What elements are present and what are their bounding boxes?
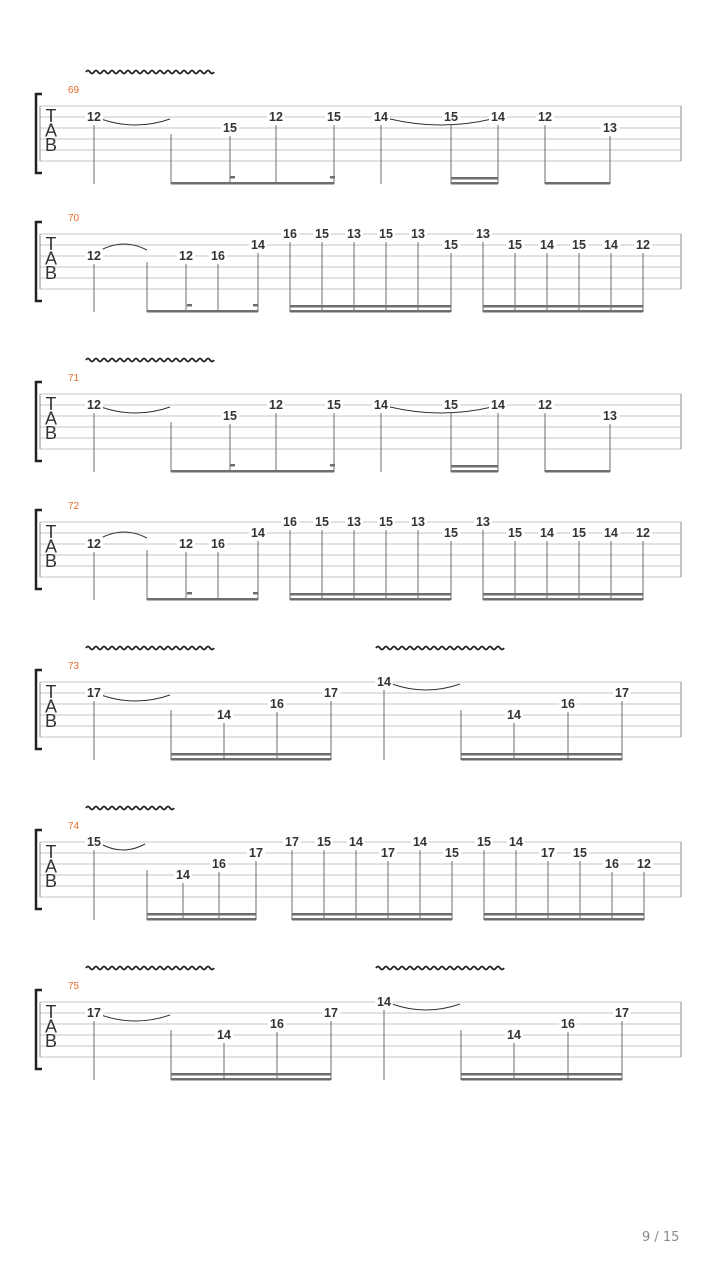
tab-system xyxy=(36,501,681,601)
beam-stub xyxy=(330,176,335,179)
measure-number: 75 xyxy=(68,981,80,992)
tab-system xyxy=(36,807,681,921)
measure-number: 71 xyxy=(68,373,80,384)
vibrato-mark xyxy=(376,967,504,970)
fret-number: 12 xyxy=(269,398,283,412)
fret-number: 12 xyxy=(637,857,651,871)
fret-number: 17 xyxy=(381,846,395,860)
fret-number: 15 xyxy=(445,846,459,860)
fret-number: 17 xyxy=(541,846,555,860)
fret-number: 16 xyxy=(283,227,297,241)
beam xyxy=(171,753,331,756)
fret-number: 14 xyxy=(217,708,231,722)
fret-number: 14 xyxy=(377,675,391,689)
fret-number: 14 xyxy=(217,1028,231,1042)
fret-number: 14 xyxy=(491,110,505,124)
beam xyxy=(171,1078,331,1081)
fret-number: 14 xyxy=(251,526,265,540)
fret-number: 14 xyxy=(377,995,391,1009)
beam xyxy=(171,758,331,761)
beam xyxy=(451,470,498,473)
tab-clef-letter: T xyxy=(45,234,57,254)
measure-number: 74 xyxy=(68,821,80,832)
beam-stub xyxy=(253,592,258,595)
tab-clef-letter: T xyxy=(45,106,57,126)
fret-number: 15 xyxy=(444,238,458,252)
fret-number: 14 xyxy=(176,868,190,882)
fret-number: 13 xyxy=(476,515,490,529)
fret-number: 15 xyxy=(223,409,237,423)
fret-number: 13 xyxy=(603,409,617,423)
beam xyxy=(290,598,451,601)
beam xyxy=(147,918,256,921)
tab-clef-letter: A xyxy=(44,536,58,557)
tab-system xyxy=(36,71,681,185)
fret-number: 15 xyxy=(315,515,329,529)
fret-number: 14 xyxy=(374,110,388,124)
fret-number: 14 xyxy=(507,708,521,722)
fret-number: 12 xyxy=(269,110,283,124)
beam xyxy=(484,918,644,921)
tab-clef-letter: A xyxy=(44,856,58,877)
fret-number: 17 xyxy=(615,686,629,700)
vibrato-mark xyxy=(86,359,214,362)
fret-number: 15 xyxy=(572,238,586,252)
tie-arc xyxy=(392,1004,460,1010)
beam-stub xyxy=(187,592,192,595)
tie-arc xyxy=(392,684,460,690)
fret-number: 14 xyxy=(509,835,523,849)
fret-number: 17 xyxy=(324,686,338,700)
fret-number: 17 xyxy=(324,1006,338,1020)
fret-number: 16 xyxy=(561,1017,575,1031)
vibrato-mark xyxy=(86,807,174,810)
vibrato-mark xyxy=(86,967,214,970)
tab-clef-letter: B xyxy=(44,551,58,571)
fret-number: 16 xyxy=(211,249,225,263)
tab-clef-letter: B xyxy=(44,1031,58,1051)
beam xyxy=(461,753,622,756)
measure-number: 72 xyxy=(68,501,80,512)
fret-number: 17 xyxy=(249,846,263,860)
fret-number: 15 xyxy=(444,526,458,540)
beam xyxy=(290,310,451,313)
fret-number: 14 xyxy=(349,835,363,849)
fret-number: 17 xyxy=(87,1006,101,1020)
beam xyxy=(171,182,334,185)
tab-clef-letter: A xyxy=(44,408,58,429)
tie-arc xyxy=(101,844,145,850)
beam-stub xyxy=(187,304,192,307)
fret-number: 15 xyxy=(477,835,491,849)
measure-number: 69 xyxy=(68,85,80,96)
fret-number: 15 xyxy=(444,110,458,124)
tab-clef-letter: T xyxy=(45,522,57,542)
tab-clef-letter: A xyxy=(44,248,58,269)
beam xyxy=(147,310,258,313)
fret-number: 15 xyxy=(223,121,237,135)
fret-number: 16 xyxy=(605,857,619,871)
tab-clef-letter: T xyxy=(45,394,57,414)
tab-system xyxy=(36,359,681,473)
beam xyxy=(545,470,610,473)
fret-number: 14 xyxy=(604,526,618,540)
beam xyxy=(483,598,643,601)
tab-clef-letter: T xyxy=(45,1002,57,1022)
fret-number: 13 xyxy=(411,227,425,241)
beam xyxy=(483,305,643,308)
tab-clef-letter: B xyxy=(44,871,58,891)
beam xyxy=(290,593,451,596)
fret-number: 14 xyxy=(540,526,554,540)
fret-number: 15 xyxy=(444,398,458,412)
fret-number: 17 xyxy=(615,1006,629,1020)
fret-number: 15 xyxy=(327,398,341,412)
tab-clef-letter: B xyxy=(44,711,58,731)
beam xyxy=(292,913,452,916)
fret-number: 17 xyxy=(285,835,299,849)
fret-number: 12 xyxy=(87,537,101,551)
beam xyxy=(461,758,622,761)
tab-clef-letter: A xyxy=(44,120,58,141)
beam-stub xyxy=(253,304,258,307)
fret-number: 13 xyxy=(603,121,617,135)
fret-number: 16 xyxy=(212,857,226,871)
tab-clef-letter: A xyxy=(44,696,58,717)
fret-number: 12 xyxy=(636,526,650,540)
beam-stub xyxy=(330,464,335,467)
fret-number: 12 xyxy=(179,537,193,551)
tie-arc xyxy=(101,695,170,701)
beam xyxy=(451,182,498,185)
fret-number: 12 xyxy=(538,110,552,124)
fret-number: 15 xyxy=(508,238,522,252)
tie-arc xyxy=(101,407,170,413)
fret-number: 12 xyxy=(87,110,101,124)
page-number: 9 / 15 xyxy=(642,1230,680,1245)
beam xyxy=(147,598,258,601)
fret-number: 13 xyxy=(347,227,361,241)
fret-number: 16 xyxy=(270,697,284,711)
beam xyxy=(484,913,644,916)
fret-number: 14 xyxy=(604,238,618,252)
fret-number: 17 xyxy=(87,686,101,700)
tie-arc xyxy=(101,1015,170,1021)
fret-number: 16 xyxy=(283,515,297,529)
fret-number: 12 xyxy=(636,238,650,252)
beam-stub xyxy=(230,464,235,467)
tab-system xyxy=(36,967,681,1081)
fret-number: 13 xyxy=(476,227,490,241)
beam xyxy=(451,465,498,468)
fret-number: 13 xyxy=(347,515,361,529)
fret-number: 12 xyxy=(538,398,552,412)
beam-stub xyxy=(230,176,235,179)
fret-number: 14 xyxy=(540,238,554,252)
beam xyxy=(171,1073,331,1076)
tab-clef-letter: T xyxy=(45,682,57,702)
tab-clef-letter: B xyxy=(44,423,58,443)
fret-number: 15 xyxy=(508,526,522,540)
fret-number: 12 xyxy=(87,398,101,412)
measure-number: 70 xyxy=(68,213,80,224)
fret-number: 14 xyxy=(413,835,427,849)
tie-arc xyxy=(390,407,492,413)
fret-number: 14 xyxy=(507,1028,521,1042)
tab-clef-letter: A xyxy=(44,1016,58,1037)
fret-number: 15 xyxy=(317,835,331,849)
fret-number: 15 xyxy=(315,227,329,241)
vibrato-mark xyxy=(86,71,214,74)
fret-number: 14 xyxy=(251,238,265,252)
beam xyxy=(461,1073,622,1076)
fret-number: 14 xyxy=(491,398,505,412)
tab-clef-letter: B xyxy=(44,135,58,155)
beam xyxy=(290,305,451,308)
tie-arc xyxy=(390,119,492,125)
fret-number: 13 xyxy=(411,515,425,529)
fret-number: 16 xyxy=(270,1017,284,1031)
fret-number: 15 xyxy=(327,110,341,124)
beam xyxy=(483,310,643,313)
vibrato-mark xyxy=(86,647,214,650)
measure-number: 73 xyxy=(68,661,80,672)
fret-number: 15 xyxy=(573,846,587,860)
beam xyxy=(451,177,498,180)
beam xyxy=(147,913,256,916)
fret-number: 16 xyxy=(561,697,575,711)
fret-number: 15 xyxy=(87,835,101,849)
fret-number: 12 xyxy=(179,249,193,263)
beam xyxy=(171,470,334,473)
tab-system xyxy=(36,213,681,313)
fret-number: 15 xyxy=(572,526,586,540)
tab-system xyxy=(36,647,681,761)
beam xyxy=(292,918,452,921)
vibrato-mark xyxy=(376,647,504,650)
beam xyxy=(461,1078,622,1081)
tab-clef-letter: T xyxy=(45,842,57,862)
tie-arc xyxy=(101,119,170,125)
fret-number: 14 xyxy=(374,398,388,412)
beam xyxy=(483,593,643,596)
fret-number: 15 xyxy=(379,515,393,529)
fret-number: 15 xyxy=(379,227,393,241)
fret-number: 12 xyxy=(87,249,101,263)
tab-clef-letter: B xyxy=(44,263,58,283)
beam xyxy=(545,182,610,185)
fret-number: 16 xyxy=(211,537,225,551)
